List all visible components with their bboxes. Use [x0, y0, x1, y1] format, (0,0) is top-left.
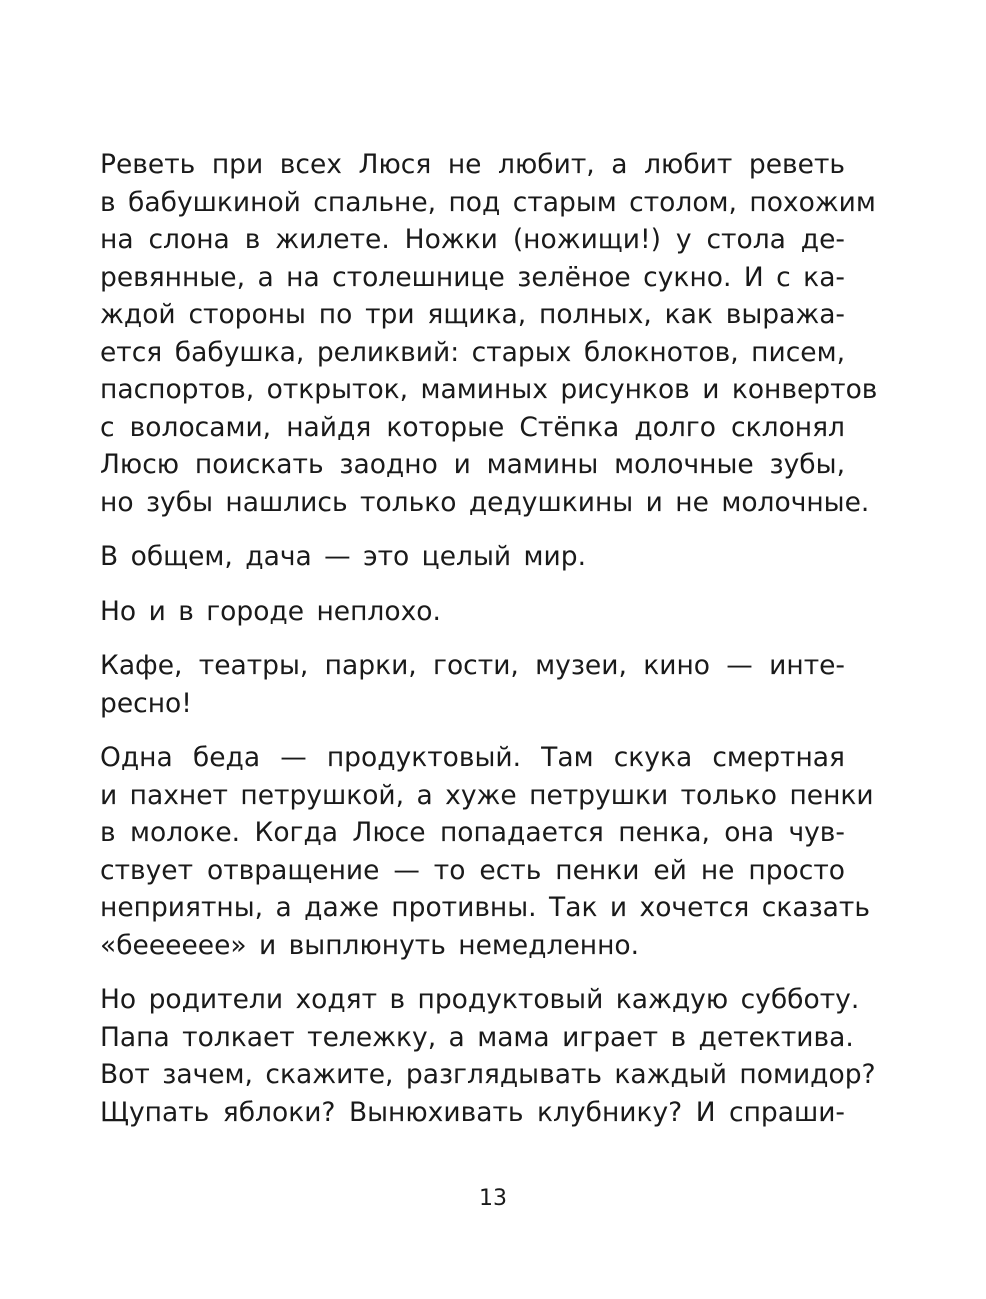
text-line: ствует отвращение — то есть пенки ей не просто [100, 854, 845, 886]
text-line: Реветь при всех Люся не любит, а любит реветь [100, 149, 845, 180]
text-line: Вот зачем, скажите, разглядывать каждый помидор? [100, 1059, 876, 1090]
text-line: и пахнет петрушкой, а хуже петрушки только пенки [100, 779, 874, 811]
text-line: в бабушкиной спальне, под старым столом, похожим [100, 186, 876, 218]
paragraph-5 [100, 739, 874, 964]
text-line: ресно! [100, 687, 192, 719]
text-line: паспортов, открыток, маминых рисунков и конвертов [100, 374, 878, 405]
text-line: с волосами, найдя которые Стёпка долго склонял [100, 411, 845, 443]
text-line: в молоке. Когда Люсе попадается пенка, она чув- [100, 817, 845, 848]
text-line: Папа толкает тележку, а мама играет в детектива. [100, 1021, 854, 1053]
text-line: Одна беда — продуктовый. Там скука смертная [100, 742, 845, 773]
paragraph-4 [100, 647, 845, 722]
text-line: на слона в жилете. Ножки (ножищи!) у стола де- [100, 224, 845, 255]
text-line: Но родители ходят в продуктовый каждую субботу. [100, 984, 860, 1015]
text-line: ревянные, а на столешнице зелёное сукно. И с ка- [100, 261, 845, 293]
text-line: но зубы нашлись только дедушкины и не молочные. [100, 486, 870, 518]
page-body [100, 146, 878, 1148]
text-line: Люсю поискать заодно и мамины молочные зубы, [100, 449, 845, 480]
text-line: В общем, дача — это целый мир. [100, 541, 586, 572]
paragraph-1 [100, 146, 878, 521]
page-number: 13 [479, 1186, 507, 1211]
text-line: ется бабушка, реликвий: старых блокнотов, писем, [100, 336, 845, 368]
text-line: Щупать яблоки? Вынюхивать клубнику? И спраши- [100, 1096, 845, 1128]
text-line: «бееееее» и выплюнуть немедленно. [100, 929, 640, 961]
paragraph-2 [100, 538, 845, 576]
text-line: Но и в городе неплохо. [100, 595, 441, 627]
paragraph-3 [100, 593, 845, 631]
text-line: ждой стороны по три ящика, полных, как выража- [100, 299, 845, 330]
text-line: неприятны, а даже противны. Так и хочется сказать [100, 892, 870, 923]
text-line: Кафе, театры, парки, гости, музеи, кино — инте- [100, 650, 845, 681]
paragraph-6 [100, 981, 876, 1131]
